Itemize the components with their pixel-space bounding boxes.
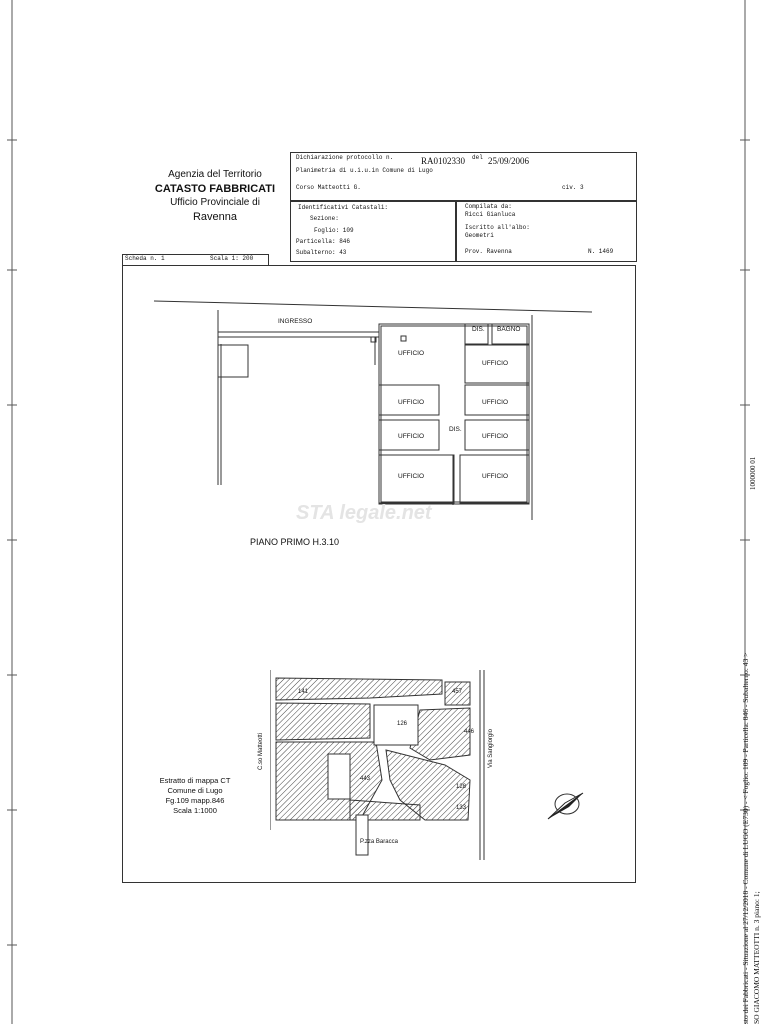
registration-number: N. 1469 xyxy=(588,248,614,255)
north-arrow-icon xyxy=(545,787,590,822)
identificativi-title: Identificativi Catastali: xyxy=(298,204,389,211)
lot-126: 126 xyxy=(397,721,408,727)
lot-443: 443 xyxy=(360,776,371,782)
planimetria-text: Planimetria di u.i.u.in Comune di Lugo xyxy=(296,167,433,174)
watermark: STA legale.net xyxy=(296,502,432,524)
comune-label: Comune di Lugo xyxy=(167,786,223,795)
side-line-2: SO GIACOMO MATTEOTTI n. 3 piano: 1; xyxy=(752,891,761,1024)
lot-128: 128 xyxy=(456,784,467,790)
room-ufficio-5: UFFICIO xyxy=(398,433,424,440)
protocol-number: RA0102330 xyxy=(421,156,466,166)
room-ufficio-2: UFFICIO xyxy=(482,360,508,367)
map-caption xyxy=(150,776,240,816)
estratto-label: Estratto di mappa CT xyxy=(159,776,231,785)
room-ufficio-8: UFFICIO xyxy=(482,473,508,480)
room-ufficio-4: UFFICIO xyxy=(482,399,508,406)
agency-header xyxy=(120,168,310,224)
date-label: del xyxy=(472,154,483,161)
compilata-name: Ricci Gianluca xyxy=(465,211,516,218)
corso-matteotti-street: C.so Matteotti xyxy=(258,732,264,770)
room-ufficio-7: UFFICIO xyxy=(398,473,424,480)
albo-value: Geometri xyxy=(465,232,494,239)
scheda-number: Scheda n. 1 xyxy=(125,255,165,262)
civic-number: civ. 3 xyxy=(562,184,584,191)
foglio: Foglio: 109 xyxy=(314,227,354,234)
agency-name: Agenzia del Territorio xyxy=(168,169,262,180)
compilata-title: Compilata da: xyxy=(465,203,512,210)
map-scale: Scala 1:1000 xyxy=(173,806,217,815)
dis-top-label: DIS. xyxy=(472,326,485,333)
cadastral-map xyxy=(270,670,500,860)
room-ufficio-1: UFFICIO xyxy=(398,350,424,357)
via-sangiorgio-street: Via Sangiorgio xyxy=(488,729,494,768)
side-code: 1000000 01 xyxy=(749,456,757,490)
protocol-label: Dichiarazione protocollo n. xyxy=(296,154,394,161)
subalterno: Subalterno: 43 xyxy=(296,249,347,256)
iscritto-label: Iscritto all'albo: xyxy=(465,224,530,231)
sezione: Sezione: xyxy=(310,215,339,222)
lot-133: 133 xyxy=(456,805,467,811)
lot-457: 457 xyxy=(452,689,463,695)
ufficio-label: Ufficio Provinciale di xyxy=(170,197,260,208)
catasto-title: CATASTO FABBRICATI xyxy=(154,183,276,195)
province: Prov. Ravenna xyxy=(465,248,512,255)
lot-141: 141 xyxy=(298,689,309,695)
piano-label: PIANO PRIMO H.3.10 xyxy=(250,537,340,547)
protocol-date: 25/09/2006 xyxy=(488,156,530,166)
bagno-label: BAGNO xyxy=(497,326,521,333)
side-line-1: sto dei Fabbricati - Situazione al 27/12/2018 - Comune di LUGO (E730) - < Foglio: 109 - Particella: 846 - Subalterno: 43 > xyxy=(741,652,750,1024)
room-ufficio-6: UFFICIO xyxy=(482,433,508,440)
piazza-baracca: P.zza Baracca xyxy=(360,839,398,845)
room-ufficio-3: UFFICIO xyxy=(398,399,424,406)
dis-mid-label: DIS. xyxy=(449,426,462,433)
scheda-scale: Scala 1: 200 xyxy=(210,255,254,262)
particella: Particella: 846 xyxy=(296,238,351,245)
address: Corso Matteotti G. xyxy=(296,184,361,191)
city-name: Ravenna xyxy=(192,211,238,223)
ingresso-label: INGRESSO xyxy=(278,318,313,325)
foglio-mappale: Fg.109 mapp.846 xyxy=(165,796,225,805)
lot-446: 446 xyxy=(464,729,475,735)
